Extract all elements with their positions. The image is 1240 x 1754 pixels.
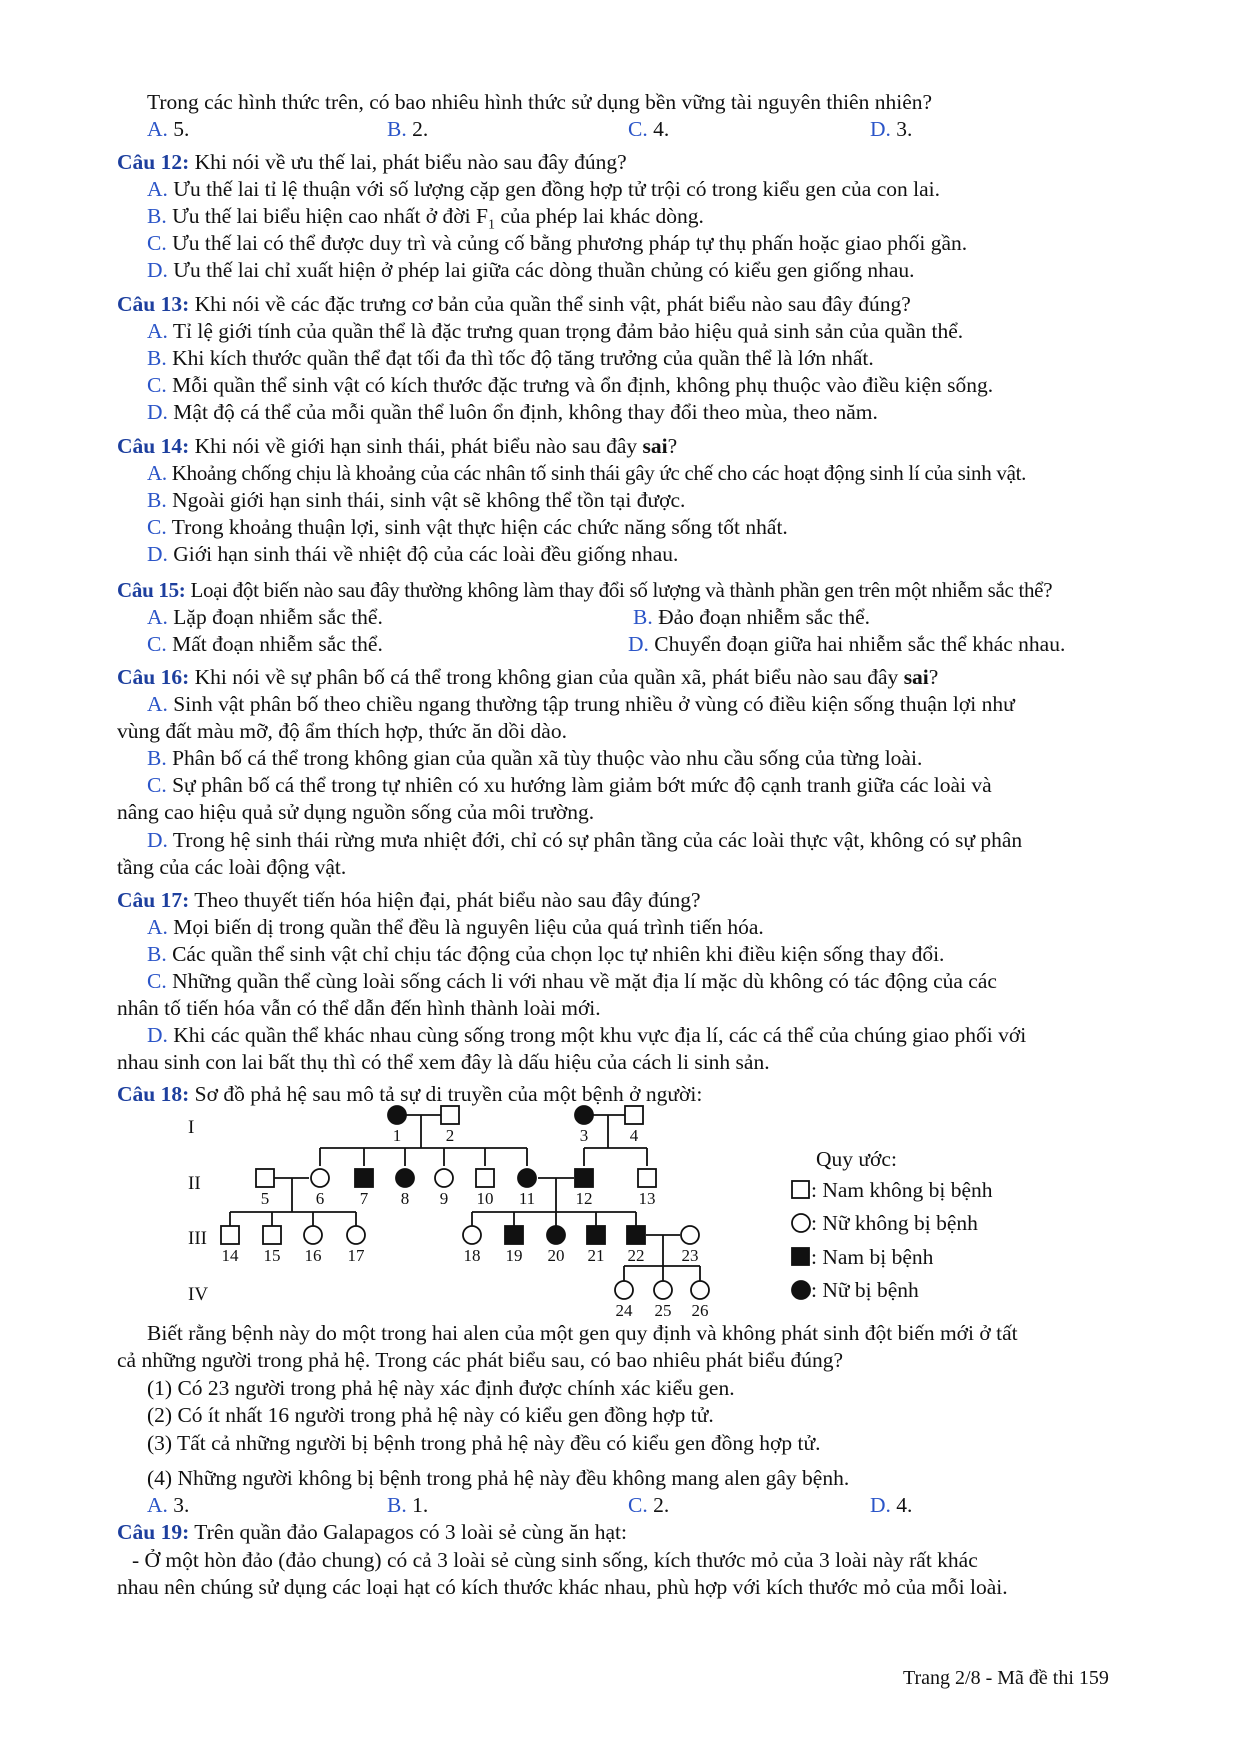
pedigree-individual-12 xyxy=(575,1169,593,1187)
option-d-label: D. xyxy=(147,542,168,566)
q12-stem xyxy=(117,148,627,176)
option-b-label: B. xyxy=(387,1493,407,1517)
q15-stem-text: Loại đột biến nào sau đây thường không làm thay đổi số lượng và thành phần gen trên một nhiễm sắc thể? xyxy=(190,578,1053,602)
option-c-label: C. xyxy=(147,632,167,656)
q11-option-b xyxy=(387,115,428,143)
pedigree-label-2: 2 xyxy=(445,1126,455,1145)
pedigree-label-23: 23 xyxy=(681,1246,699,1265)
pedigree-label-8: 8 xyxy=(400,1189,410,1208)
q19-paragraph-line2: nhau nên chúng sử dụng các loại hạt có kích thước khác nhau, phù hợp với kích thước mỏ của mỗi loài. xyxy=(117,1575,1008,1599)
option-d-label: D. xyxy=(147,1023,168,1047)
pedigree-individual-8 xyxy=(396,1169,414,1187)
q18-option-c xyxy=(628,1491,669,1519)
q11-option-c-text: 4. xyxy=(653,117,670,141)
option-b-label: B. xyxy=(147,488,167,512)
legend-male-normal: : Nam không bị bệnh xyxy=(811,1178,993,1202)
q16-option-b-text: Phân bố cá thể trong không gian của quần xã tùy thuộc vào nhu cầu sống của từng loài. xyxy=(172,746,923,770)
option-b-label: B. xyxy=(633,605,653,629)
pedigree-label-18: 18 xyxy=(463,1246,481,1265)
pedigree-individual-19 xyxy=(505,1226,523,1244)
q13-option-a xyxy=(147,317,963,345)
pedigree-label-16: 16 xyxy=(304,1246,322,1265)
q11-option-a xyxy=(147,115,189,143)
pedigree-label-25: 25 xyxy=(654,1301,672,1320)
q12-option-c-text: Ưu thế lai có thể được duy trì và củng cố bằng phương pháp tự thụ phấn hoặc giao phối gần. xyxy=(172,231,968,255)
option-c-label: C. xyxy=(147,373,167,397)
q18-statement-3: (3) Tất cả những người bị bệnh trong phả hệ này đều có kiểu gen đồng hợp tử. xyxy=(147,1431,821,1455)
q13-option-d xyxy=(147,398,878,426)
q11-stem: Trong các hình thức trên, có bao nhiêu hình thức sử dụng bền vững tài nguyên thiên nhiên? xyxy=(147,90,933,114)
q11-option-b-text: 2. xyxy=(412,117,429,141)
option-a-label: A. xyxy=(147,117,168,141)
pedigree-individual-15 xyxy=(263,1226,281,1244)
pedigree-label-17: 17 xyxy=(347,1246,365,1265)
option-d-label: D. xyxy=(147,828,168,852)
q15-option-c xyxy=(147,630,383,658)
option-a-label: A. xyxy=(147,177,168,201)
q16-option-a-line2: vùng đất màu mỡ, độ ẩm thích hợp, thức ăn dồi dào. xyxy=(117,719,567,743)
pedigree-individual-17 xyxy=(347,1226,365,1244)
q13-option-c-text: Mỗi quần thể sinh vật có kích thước đặc trưng và ổn định, không phụ thuộc vào điều kiện sống. xyxy=(172,373,994,397)
q19-label: Câu 19: xyxy=(117,1520,190,1544)
q18-option-d-text: 4. xyxy=(896,1493,913,1517)
q15-option-a xyxy=(147,603,383,631)
pedigree-individual-2 xyxy=(441,1106,459,1124)
q16-option-d-line2: tầng của các loài động vật. xyxy=(117,855,347,879)
q16-stem-text: Khi nói về sự phân bố cá thể trong không gian của quần xã, phát biểu nào sau đây xyxy=(194,665,899,689)
legend-female-normal-symbol xyxy=(792,1214,810,1232)
page-footer: Trang 2/8 - Mã đề thi 159 xyxy=(903,1667,1109,1689)
q13-stem xyxy=(117,290,911,318)
pedigree-lines xyxy=(230,1115,700,1281)
pedigree-label-13: 13 xyxy=(638,1189,656,1208)
option-a-label: A. xyxy=(147,605,168,629)
pedigree-label-5: 5 xyxy=(260,1189,270,1208)
q16-option-d-line1 xyxy=(147,826,1022,854)
pedigree-label-6: 6 xyxy=(315,1189,325,1208)
pedigree-label-7: 7 xyxy=(359,1189,369,1208)
option-d-label: D. xyxy=(147,400,168,424)
pedigree-label-20: 20 xyxy=(547,1246,565,1265)
pedigree-individual-11 xyxy=(518,1169,536,1187)
option-a-label: A. xyxy=(147,915,168,939)
pedigree-individual-21 xyxy=(587,1226,605,1244)
q16-option-a-text1: Sinh vật phân bố theo chiều ngang thường tập trung nhiều ở vùng có điều kiện sống thuận lợi như xyxy=(173,692,1015,716)
option-c-label: C. xyxy=(628,1493,648,1517)
pedigree-individual-16 xyxy=(304,1226,322,1244)
pedigree-label-15: 15 xyxy=(263,1246,281,1265)
q12-option-a-text: Ưu thế lai tỉ lệ thuận với số lượng cặp gen đồng hợp tử trội có trong kiểu gen của con lai. xyxy=(173,177,940,201)
option-c-label: C. xyxy=(147,969,167,993)
q12-option-b xyxy=(147,202,704,233)
legend-male-affected-symbol xyxy=(792,1248,809,1265)
q14-option-a-text: Khoảng chống chịu là khoảng của các nhân tố sinh thái gây ức chế cho các hoạt động sinh lí của sinh vật. xyxy=(171,461,1027,485)
pedigree-individual-6 xyxy=(311,1169,329,1187)
q17-option-c-line1 xyxy=(147,967,997,995)
q15-option-d-text: Chuyển đoạn giữa hai nhiễm sắc thể khác nhau. xyxy=(654,632,1066,656)
q12-option-d xyxy=(147,256,915,284)
option-c-label: C. xyxy=(147,515,167,539)
pedigree-label-24: 24 xyxy=(615,1301,633,1320)
q13-option-a-text: Tỉ lệ giới tính của quần thể là đặc trưng quan trọng đảm bảo hiệu quả sinh sản của quần thể. xyxy=(172,319,964,343)
pedigree-label-21: 21 xyxy=(587,1246,605,1265)
q12-option-b-pre: Ưu thế lai biểu hiện cao nhất ở đời F xyxy=(172,204,488,228)
legend-title: Quy ước: xyxy=(816,1147,897,1171)
option-b-label: B. xyxy=(147,204,167,228)
option-d-label: D. xyxy=(870,117,891,141)
q13-stem-text: Khi nói về các đặc trưng cơ bản của quần thể sinh vật, phát biểu nào sau đây đúng? xyxy=(194,292,911,316)
q18-option-d xyxy=(870,1491,912,1519)
q16-option-c-text1: Sự phân bố cá thể trong tự nhiên có xu hướng làm giảm bớt mức độ cạnh tranh giữa các loài và xyxy=(172,773,992,797)
q12-option-a xyxy=(147,175,940,203)
q19-stem-text: Trên quần đảo Galapagos có 3 loài sẻ cùng ăn hạt: xyxy=(194,1520,627,1544)
q18-stem-text: Sơ đồ phả hệ sau mô tả sự di truyền của một bệnh ở người: xyxy=(194,1082,703,1106)
generation-labels xyxy=(188,1117,208,1305)
q14-option-c xyxy=(147,513,788,541)
q14-option-d xyxy=(147,540,678,568)
q16-option-a-line1 xyxy=(147,690,1015,718)
option-b-label: B. xyxy=(147,346,167,370)
generation-label: III xyxy=(188,1228,207,1249)
q14-stem xyxy=(117,432,677,460)
legend-female-affected-symbol xyxy=(792,1281,810,1299)
q17-option-d-line2: nhau sinh con lai bất thụ thì có thể xem đây là dấu hiệu của cách li sinh sản. xyxy=(117,1050,770,1074)
q14-label: Câu 14: xyxy=(117,434,190,458)
option-a-label: A. xyxy=(147,1493,168,1517)
pedigree-label-26: 26 xyxy=(691,1301,709,1320)
q17-option-b-text: Các quần thể sinh vật chỉ chịu tác động của chọn lọc tự nhiên khi điều kiện sống thay đổi. xyxy=(172,942,945,966)
q13-label: Câu 13: xyxy=(117,292,190,316)
pedigree-label-1: 1 xyxy=(392,1126,402,1145)
q16-label: Câu 16: xyxy=(117,665,190,689)
q19-stem xyxy=(117,1518,627,1546)
pedigree-label-4: 4 xyxy=(629,1126,639,1145)
q17-option-b xyxy=(147,940,944,968)
pedigree-label-11: 11 xyxy=(518,1189,536,1208)
pedigree-individual-23 xyxy=(681,1226,699,1244)
q16-option-d-text1: Trong hệ sinh thái rừng mưa nhiệt đới, chỉ có sự phân tầng của các loài thực vật, không có sự phân xyxy=(172,828,1023,852)
q11-option-d xyxy=(870,115,912,143)
pedigree-individual-4 xyxy=(625,1106,643,1124)
q18-text-line2: cả những người trong phả hệ. Trong các phát biểu sau, có bao nhiêu phát biểu đúng? xyxy=(117,1348,844,1372)
q17-stem xyxy=(117,886,701,914)
pedigree-label-12: 12 xyxy=(575,1189,593,1208)
q13-option-c xyxy=(147,371,993,399)
option-a-label: A. xyxy=(147,461,167,485)
option-d-label: D. xyxy=(628,632,649,656)
q12-option-c xyxy=(147,229,967,257)
q18-option-c-text: 2. xyxy=(653,1493,670,1517)
pedigree-individual-9 xyxy=(435,1169,453,1187)
option-d-label: D. xyxy=(870,1493,891,1517)
q12-option-b-post: của phép lai khác dòng. xyxy=(494,204,704,228)
pedigree-label-22: 22 xyxy=(627,1246,645,1265)
pedigree-individual-1 xyxy=(388,1106,406,1124)
pedigree-label-19: 19 xyxy=(505,1246,523,1265)
q18-option-b xyxy=(387,1491,428,1519)
q11-option-d-text: 3. xyxy=(896,117,913,141)
q18-stem xyxy=(117,1080,702,1108)
q14-option-b xyxy=(147,486,685,514)
option-c-label: C. xyxy=(147,773,167,797)
pedigree-individual-26 xyxy=(691,1281,709,1299)
pedigree-individual-10 xyxy=(476,1169,494,1187)
q18-statement-2: (2) Có ít nhất 16 người trong phả hệ này có kiểu gen đồng hợp tử. xyxy=(147,1403,714,1427)
pedigree-individual-7 xyxy=(355,1169,373,1187)
option-d-label: D. xyxy=(147,258,168,282)
q14-stem-end: ? xyxy=(667,434,678,458)
q15-label: Câu 15: xyxy=(117,578,186,602)
generation-label: I xyxy=(188,1117,195,1138)
q11-option-a-text: 5. xyxy=(173,117,190,141)
generation-label: II xyxy=(188,1173,201,1194)
q15-stem xyxy=(117,576,1052,604)
q18-text-line1: Biết rằng bệnh này do một trong hai alen của một gen quy định và không phát sinh đột biến mới ở tất xyxy=(147,1321,1018,1345)
q18-statement-4: (4) Những người không bị bệnh trong phả hệ này đều không mang alen gây bệnh. xyxy=(147,1466,850,1490)
q14-stem-bold: sai xyxy=(642,434,668,458)
q12-option-b-sub: 1 xyxy=(487,217,495,233)
option-c-label: C. xyxy=(628,117,648,141)
q17-option-d-line1 xyxy=(147,1021,1026,1049)
q16-option-c-line2: nâng cao hiệu quả sử dụng nguồn sống của môi trường. xyxy=(117,800,595,824)
q18-label: Câu 18: xyxy=(117,1082,190,1106)
q19-paragraph-line1: - Ở một hòn đảo (đảo chung) có cả 3 loài sẻ cùng sinh sống, kích thước mỏ của 3 loài này rất khác xyxy=(132,1548,978,1572)
q17-label: Câu 17: xyxy=(117,888,190,912)
pedigree-individual-3 xyxy=(575,1106,593,1124)
pedigree-symbols xyxy=(221,1106,709,1320)
q18-option-a-text: 3. xyxy=(173,1493,190,1517)
pedigree-label-10: 10 xyxy=(476,1189,494,1208)
q18-option-b-text: 1. xyxy=(412,1493,429,1517)
legend-female-affected: : Nữ bị bệnh xyxy=(811,1278,919,1302)
option-b-label: B. xyxy=(387,117,407,141)
q16-stem-bold: sai xyxy=(903,665,929,689)
pedigree-individual-18 xyxy=(463,1226,481,1244)
q18-option-a xyxy=(147,1491,189,1519)
q12-label: Câu 12: xyxy=(117,150,190,174)
q15-option-c-text: Mất đoạn nhiễm sắc thể. xyxy=(172,632,383,656)
pedigree-individual-13 xyxy=(638,1169,656,1187)
q15-option-b xyxy=(633,603,870,631)
q11-option-c xyxy=(628,115,669,143)
q17-option-a-text: Mọi biến dị trong quần thể đều là nguyên liệu của quá trình tiến hóa. xyxy=(173,915,764,939)
q14-stem-text: Khi nói về giới hạn sinh thái, phát biểu nào sau đây xyxy=(194,434,638,458)
option-b-label: B. xyxy=(147,942,167,966)
q16-stem-end: ? xyxy=(928,665,939,689)
q15-option-a-text: Lặp đoạn nhiễm sắc thể. xyxy=(173,605,383,629)
pedigree-individual-24 xyxy=(615,1281,633,1299)
q13-option-b-text: Khi kích thước quần thể đạt tối đa thì tốc độ tăng trưởng của quần thể là lớn nhất. xyxy=(172,346,874,370)
q15-option-d xyxy=(628,630,1065,658)
pedigree-individual-20 xyxy=(547,1226,565,1244)
legend-symbols xyxy=(792,1181,810,1299)
pedigree-label-14: 14 xyxy=(221,1246,239,1265)
pedigree-label-3: 3 xyxy=(579,1126,589,1145)
q17-option-a xyxy=(147,913,764,941)
q12-stem-text: Khi nói về ưu thế lai, phát biểu nào sau đây đúng? xyxy=(194,150,627,174)
pedigree-label-9: 9 xyxy=(439,1189,449,1208)
q13-option-d-text: Mật độ cá thể của mỗi quần thể luôn ổn định, không thay đổi theo mùa, theo năm. xyxy=(173,400,878,424)
legend-male-affected: : Nam bị bệnh xyxy=(811,1245,934,1269)
q18-statement-1: (1) Có 23 người trong phả hệ này xác định được chính xác kiểu gen. xyxy=(147,1376,735,1400)
option-a-label: A. xyxy=(147,319,168,343)
q17-option-c-line2: nhân tố tiến hóa vẫn có thể dẫn đến hình thành loài mới. xyxy=(117,996,601,1020)
q17-option-d-text1: Khi các quần thể khác nhau cùng sống trong một khu vực địa lí, các cá thể của chúng giao phối với xyxy=(173,1023,1027,1047)
option-c-label: C. xyxy=(147,231,167,255)
generation-label: IV xyxy=(188,1284,209,1305)
option-b-label: B. xyxy=(147,746,167,770)
option-a-label: A. xyxy=(147,692,168,716)
q15-option-b-text: Đảo đoạn nhiễm sắc thể. xyxy=(658,605,871,629)
q16-option-b xyxy=(147,744,922,772)
pedigree-individual-25 xyxy=(654,1281,672,1299)
q16-option-c-line1 xyxy=(147,771,992,799)
q12-option-d-text: Ưu thế lai chỉ xuất hiện ở phép lai giữa các dòng thuần chủng có kiểu gen giống nhau. xyxy=(173,258,915,282)
pedigree-individual-14 xyxy=(221,1226,239,1244)
q17-stem-text: Theo thuyết tiến hóa hiện đại, phát biểu nào sau đây đúng? xyxy=(194,888,701,912)
q14-option-a xyxy=(147,459,1026,487)
q13-option-b xyxy=(147,344,874,372)
pedigree-individual-22 xyxy=(627,1226,645,1244)
legend-female-normal: : Nữ không bị bệnh xyxy=(811,1211,978,1235)
q16-stem xyxy=(117,663,938,691)
q14-option-c-text: Trong khoảng thuận lợi, sinh vật thực hiện các chức năng sống tốt nhất. xyxy=(171,515,788,539)
legend-male-normal-symbol xyxy=(792,1181,809,1198)
q14-option-d-text: Giới hạn sinh thái về nhiệt độ của các loài đều giống nhau. xyxy=(173,542,679,566)
q17-option-c-text1: Những quần thể cùng loài sống cách li với nhau về mặt địa lí mặc dù không có tác động của các xyxy=(172,969,997,993)
pedigree-individual-5 xyxy=(256,1169,274,1187)
q14-option-b-text: Ngoài giới hạn sinh thái, sinh vật sẽ không thể tồn tại được. xyxy=(172,488,686,512)
